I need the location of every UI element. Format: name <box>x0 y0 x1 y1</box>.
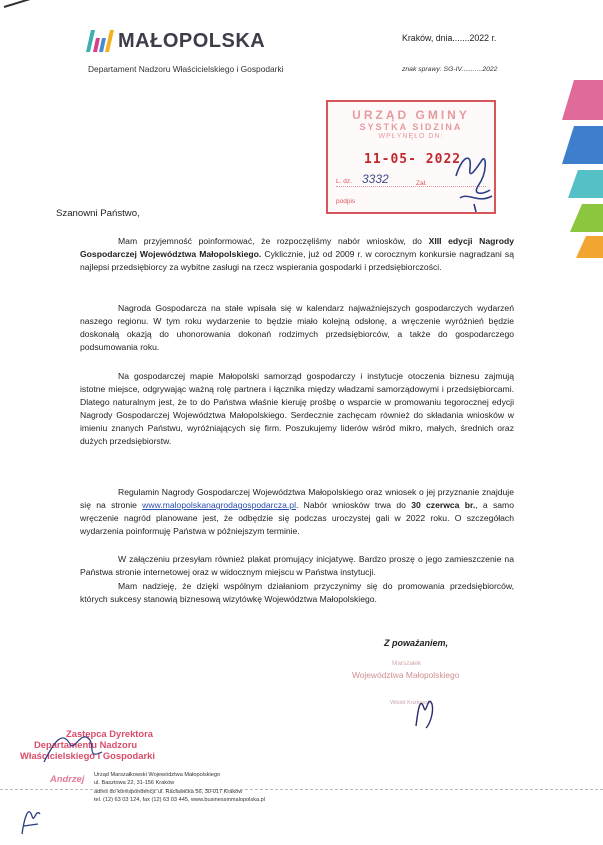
closing-salutation: Z poważaniem, <box>384 638 449 648</box>
signature-stamp-line2: Województwa Małopolskiego <box>352 670 460 680</box>
regulamin-deadline: 30 czerwca br. <box>411 500 476 511</box>
stamp-number-label: L. dz. <box>336 178 352 185</box>
regulamin-before: Regulamin Nagrody Gospodarczej Województwa Małopolskiego oraz wniosek o jej przyznanie znajduje się na stronie <box>80 487 514 511</box>
footer-line4: tel. (12) 63 03 124, fax (12) 63 03 445, www.businessinmalopolska.pl <box>94 797 266 804</box>
deputy-signature-icon <box>40 722 110 772</box>
footer-line3: adres do korespondencji: ul. Racławicka 56, 30-017 Kraków <box>94 788 243 795</box>
pen-stroke-mark <box>4 0 47 8</box>
stamp-number-value: 3332 <box>362 172 389 186</box>
stamp-attachments-label: Zał. <box>416 180 427 187</box>
footer-line2: ul. Basztowa 22, 31-156 Kraków <box>94 780 175 787</box>
paragraph-2 <box>80 302 514 354</box>
paragraph-3-text: Na gospodarczej mapie Małopolski samorząd gospodarczy i instytucje otoczenia biznesu zajmują istotne miejsce, odgrywając ważną rolę partnera i łącznika między władzami samorządowymi i przedsiębiorcami. Dlatego naturalnym jest, że to do Państwa właśnie kieruję prośbę o wsparcie w promowaniu tegorocznej edycji Nagrody Gospodarczej Województwa Małopolskiego. Serdecznie zachęcam również do składania wniosków w imieniu znanych Państwu, wyróżniających się firm. Poszukujemy liderów wśród mikro, małych, średnich oraz dużych przedsiębiorstw. <box>80 371 514 447</box>
brand-name: MAŁOPOLSKA <box>118 29 266 52</box>
paragraph-1-text: Mam przyjemność poinformować, że rozpoczęliśmy nabór wniosków, do XIII edycji Nagrody Gospodarczej Województwa Małopolskiego. Cyklicznie, już od 2009 r. w corocznym konkursie nagradzani są najlepsi przedsiębiorcy za wybitne zasługi na rzecz wspierania gospodarki i przedsiębiorczości. <box>80 236 514 273</box>
paragraph-4 <box>80 553 514 579</box>
handwritten-signature-icon <box>448 146 498 214</box>
paragraph-3 <box>80 370 514 449</box>
footer-line1: Urząd Marszałkowski Województwa Małopolskiego <box>94 772 221 778</box>
regulamin-mid: . Nabór wniosków trwa do <box>295 500 412 511</box>
malopolska-logo <box>86 28 265 54</box>
paragraph-2-text: Nagroda Gospodarcza na stałe wpisała się w kalendarz najważniejszych gospodarczych wydarzeń naszego regionu. W tym roku wydarzenie to będzie miało kolejną odsłonę, a wręczenie wyróżnień będzie doskonałą okazją do uhonorowania dokonań rodzimych przedsiębiorców, a także do gospodarczego podsumowania roku. <box>80 303 514 353</box>
signature-stamp-line1: Marszałek <box>392 660 422 667</box>
footer-address <box>94 771 334 805</box>
letter-greeting: Szanowni Państwo, <box>56 208 140 219</box>
edge-color-marks <box>562 80 603 260</box>
marshal-signature-icon <box>410 690 440 730</box>
paragraph-5 <box>80 580 514 606</box>
stamp-subtitle: SYSTKA SIDZINA <box>359 122 463 132</box>
paragraph-1-bold: XIII edycji Nagrody Gospodarczej Województwa Małopolskiego. <box>80 236 514 260</box>
paragraph-5-text: Mam nadzieję, że dzięki wspólnym działaniom przyczynimy się do promowania przedsiębiorców, których sukcesy stanowią biznesową wizytówkę Województwa Małopolskiego. <box>80 581 514 605</box>
deputy-stamp-line4: Andrzej <box>50 773 85 784</box>
stamp-received-label: WPŁYNĘŁO DN: <box>378 133 444 140</box>
department-name: Departament Nadzoru Właścicielskiego i Gospodarki <box>88 64 284 74</box>
deputy-stamp-line1: Zastępca Dyrektora <box>66 728 154 739</box>
paragraph-regulamin <box>80 486 514 538</box>
stamp-date: 11-05- 2022 <box>364 152 462 167</box>
malopolska-m-icon <box>86 30 114 52</box>
deputy-stamp-line2: Departamentu Nadzoru <box>34 739 138 750</box>
signature-stamp-line3: Witold Kozłowski <box>390 700 432 706</box>
initials-mark-icon <box>16 800 46 840</box>
case-number: znak sprawy: SG-IV...........2022 <box>402 66 498 73</box>
contest-website-link[interactable]: www.malopolskanagrodagospodarcza.pl <box>142 500 296 511</box>
stamp-title: URZĄD GMINY <box>352 108 470 122</box>
stamp-pages-label: podpis <box>336 198 356 205</box>
paragraph-1 <box>80 235 514 274</box>
received-stamp <box>326 100 496 214</box>
paragraph-4-text: W załączeniu przesyłam również plakat promujący inicjatywę. Bardzo proszę o jego zamieszczenie na Państwa stronie internetowej oraz w widocznym miejscu w Państwa instytucji. <box>80 554 514 578</box>
regulamin-after: , a samo wręczenie nagród planowane jest, że odbędzie się podczas uroczystej gali w 2022 roku. O szczegółach wydarzenia poinformuję Państwa w późniejszym terminie. <box>80 500 514 537</box>
city-date: Kraków, dnia.......2022 r. <box>402 33 497 43</box>
deputy-stamp-line3: Właścicielskiego i Gospodarki <box>20 750 155 761</box>
